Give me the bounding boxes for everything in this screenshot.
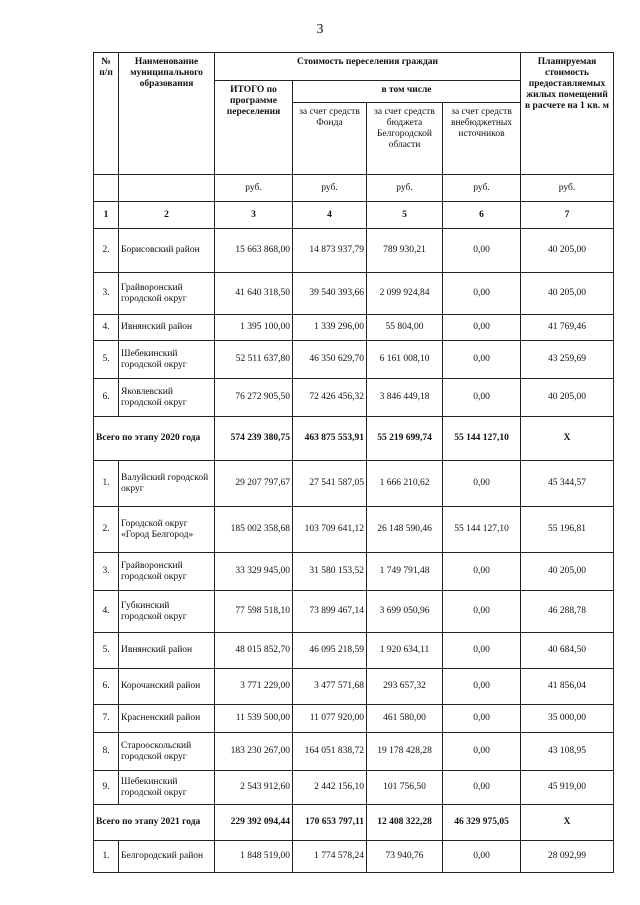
municipality-name: Губкинский городской округ <box>119 591 215 633</box>
planned-cost-per-sqm: 40 205,00 <box>521 229 614 273</box>
total-row <box>94 417 614 461</box>
header-incl: в том числе <box>293 81 521 103</box>
total-cost: 2 543 912,60 <box>215 771 293 805</box>
column-number: 2 <box>119 202 215 229</box>
fund-cost: 39 540 393,66 <box>293 273 367 315</box>
planned-cost-per-sqm: 41 769,46 <box>521 315 614 341</box>
extrabudget-cost: 0,00 <box>443 841 521 873</box>
planned-cost-per-sqm: 40 684,50 <box>521 633 614 669</box>
extrabudget-cost: 0,00 <box>443 771 521 805</box>
fund-cost: 11 077 920,00 <box>293 705 367 733</box>
unit-cell: руб. <box>215 175 293 202</box>
table-row <box>94 669 614 705</box>
planned-cost-per-sqm: X <box>521 417 614 461</box>
row-number: 2. <box>94 507 119 553</box>
extrabudget-cost: 0,00 <box>443 591 521 633</box>
fund-cost: 170 653 797,11 <box>293 805 367 841</box>
total-row-label: Всего по этапу 2021 года <box>94 805 215 841</box>
table-row <box>94 379 614 417</box>
row-number: 5. <box>94 341 119 379</box>
unit-cell: руб. <box>521 175 614 202</box>
municipality-name: Корочанский район <box>119 669 215 705</box>
row-number: 9. <box>94 771 119 805</box>
header-num: № п/п <box>94 53 119 175</box>
planned-cost-per-sqm: 40 205,00 <box>521 379 614 417</box>
row-number: 1. <box>94 841 119 873</box>
planned-cost-per-sqm: 43 108,95 <box>521 733 614 771</box>
unit-cell-empty <box>119 175 215 202</box>
header-fund: за счет средств Фонда <box>293 103 367 175</box>
row-number: 5. <box>94 633 119 669</box>
total-cost: 76 272 905,50 <box>215 379 293 417</box>
budget-cost: 1 749 791,48 <box>367 553 443 591</box>
budget-cost: 101 756,50 <box>367 771 443 805</box>
table-row <box>94 771 614 805</box>
extrabudget-cost: 0,00 <box>443 553 521 591</box>
extrabudget-cost: 0,00 <box>443 341 521 379</box>
budget-cost: 26 148 590,46 <box>367 507 443 553</box>
municipality-name: Валуйский городской округ <box>119 461 215 507</box>
row-number: 2. <box>94 229 119 273</box>
table-row <box>94 507 614 553</box>
budget-cost: 19 178 428,28 <box>367 733 443 771</box>
fund-cost: 31 580 153,52 <box>293 553 367 591</box>
table-row <box>94 733 614 771</box>
total-cost: 185 002 358,68 <box>215 507 293 553</box>
column-number-row <box>94 202 614 229</box>
extrabudget-cost: 0,00 <box>443 669 521 705</box>
fund-cost: 103 709 641,12 <box>293 507 367 553</box>
row-number: 6. <box>94 379 119 417</box>
planned-cost-per-sqm: 43 259,69 <box>521 341 614 379</box>
planned-cost-per-sqm: 40 205,00 <box>521 273 614 315</box>
table-row <box>94 341 614 379</box>
row-number: 8. <box>94 733 119 771</box>
total-cost: 52 511 637,80 <box>215 341 293 379</box>
total-cost: 11 539 500,00 <box>215 705 293 733</box>
fund-cost: 14 873 937,79 <box>293 229 367 273</box>
total-cost: 229 392 094,44 <box>215 805 293 841</box>
municipality-name: Грайворонский городской округ <box>119 553 215 591</box>
column-number: 7 <box>521 202 614 229</box>
fund-cost: 46 350 629,70 <box>293 341 367 379</box>
municipality-name: Грайворонский городской округ <box>119 273 215 315</box>
extrabudget-cost: 0,00 <box>443 461 521 507</box>
column-number: 5 <box>367 202 443 229</box>
municipality-name: Ивнянский район <box>119 315 215 341</box>
planned-cost-per-sqm: 35 000,00 <box>521 705 614 733</box>
row-number: 4. <box>94 315 119 341</box>
budget-cost: 3 846 449,18 <box>367 379 443 417</box>
total-row <box>94 805 614 841</box>
table-row <box>94 633 614 669</box>
table-row <box>94 705 614 733</box>
table-row <box>94 841 614 873</box>
planned-cost-per-sqm: 41 856,04 <box>521 669 614 705</box>
header-plan: Планируемая стоимость предоставляемых жилых помещений в расчете на 1 кв. м <box>521 53 614 175</box>
row-number: 6. <box>94 669 119 705</box>
municipality-name: Шебекинский городской округ <box>119 341 215 379</box>
table-row <box>94 553 614 591</box>
total-cost: 41 640 318,50 <box>215 273 293 315</box>
header-budget: за счет средств бюджета Белгородской области <box>367 103 443 175</box>
municipality-name: Старооскольский городской округ <box>119 733 215 771</box>
header-total: ИТОГО по программе переселения <box>215 81 293 175</box>
unit-cell: руб. <box>443 175 521 202</box>
unit-row <box>94 175 614 202</box>
unit-cell: руб. <box>367 175 443 202</box>
fund-cost: 1 774 578,24 <box>293 841 367 873</box>
table-row <box>94 273 614 315</box>
extrabudget-cost: 0,00 <box>443 705 521 733</box>
row-number: 1. <box>94 461 119 507</box>
planned-cost-per-sqm: 40 205,00 <box>521 553 614 591</box>
budget-cost: 55 804,00 <box>367 315 443 341</box>
fund-cost: 46 095 218,59 <box>293 633 367 669</box>
fund-cost: 164 051 838,72 <box>293 733 367 771</box>
municipality-name: Ивнянский район <box>119 633 215 669</box>
municipality-name: Борисовский район <box>119 229 215 273</box>
row-number: 3. <box>94 553 119 591</box>
fund-cost: 27 541 587,05 <box>293 461 367 507</box>
column-number: 3 <box>215 202 293 229</box>
planned-cost-per-sqm: 28 092,99 <box>521 841 614 873</box>
total-cost: 574 239 380,75 <box>215 417 293 461</box>
budget-cost: 3 699 050,96 <box>367 591 443 633</box>
page-number: 3 <box>316 22 324 37</box>
budget-cost: 6 161 008,10 <box>367 341 443 379</box>
fund-cost: 463 875 553,91 <box>293 417 367 461</box>
total-cost: 15 663 868,00 <box>215 229 293 273</box>
total-cost: 29 207 797,67 <box>215 461 293 507</box>
municipality-name: Яковлевский городской округ <box>119 379 215 417</box>
total-cost: 48 015 852,70 <box>215 633 293 669</box>
total-cost: 1 848 519,00 <box>215 841 293 873</box>
municipality-name: Шебекинский городской округ <box>119 771 215 805</box>
budget-cost: 293 657,32 <box>367 669 443 705</box>
unit-cell-empty <box>94 175 119 202</box>
planned-cost-per-sqm: 46 288,78 <box>521 591 614 633</box>
extrabudget-cost: 46 329 975,05 <box>443 805 521 841</box>
extrabudget-cost: 0,00 <box>443 229 521 273</box>
planned-cost-per-sqm: X <box>521 805 614 841</box>
fund-cost: 3 477 571,68 <box>293 669 367 705</box>
table-row <box>94 229 614 273</box>
column-number: 6 <box>443 202 521 229</box>
municipality-name: Белгородский район <box>119 841 215 873</box>
column-number: 1 <box>94 202 119 229</box>
extrabudget-cost: 0,00 <box>443 379 521 417</box>
budget-cost: 55 219 699,74 <box>367 417 443 461</box>
budget-cost: 12 408 322,28 <box>367 805 443 841</box>
table-row <box>94 461 614 507</box>
extrabudget-cost: 0,00 <box>443 633 521 669</box>
total-cost: 3 771 229,00 <box>215 669 293 705</box>
total-cost: 77 598 518,10 <box>215 591 293 633</box>
row-number: 3. <box>94 273 119 315</box>
resettlement-cost-table <box>93 52 614 873</box>
header-extra: за счет средств внебюджетных источников <box>443 103 521 175</box>
budget-cost: 73 940,76 <box>367 841 443 873</box>
fund-cost: 73 899 467,14 <box>293 591 367 633</box>
planned-cost-per-sqm: 45 919,00 <box>521 771 614 805</box>
extrabudget-cost: 0,00 <box>443 733 521 771</box>
budget-cost: 2 099 924,84 <box>367 273 443 315</box>
unit-cell: руб. <box>293 175 367 202</box>
planned-cost-per-sqm: 55 196,81 <box>521 507 614 553</box>
total-cost: 33 329 945,00 <box>215 553 293 591</box>
table-row <box>94 315 614 341</box>
row-number: 4. <box>94 591 119 633</box>
fund-cost: 1 339 296,00 <box>293 315 367 341</box>
municipality-name: Красненский район <box>119 705 215 733</box>
table-row <box>94 591 614 633</box>
header-cost: Стоимость переселения граждан <box>215 53 521 81</box>
header-name: Наименование муниципального образования <box>119 53 215 175</box>
fund-cost: 72 426 456,32 <box>293 379 367 417</box>
extrabudget-cost: 0,00 <box>443 315 521 341</box>
planned-cost-per-sqm: 45 344,57 <box>521 461 614 507</box>
extrabudget-cost: 55 144 127,10 <box>443 417 521 461</box>
total-cost: 1 395 100,00 <box>215 315 293 341</box>
budget-cost: 461 580,00 <box>367 705 443 733</box>
extrabudget-cost: 55 144 127,10 <box>443 507 521 553</box>
column-number: 4 <box>293 202 367 229</box>
budget-cost: 1 666 210,62 <box>367 461 443 507</box>
total-cost: 183 230 267,00 <box>215 733 293 771</box>
row-number: 7. <box>94 705 119 733</box>
total-row-label: Всего по этапу 2020 года <box>94 417 215 461</box>
fund-cost: 2 442 156,10 <box>293 771 367 805</box>
extrabudget-cost: 0,00 <box>443 273 521 315</box>
budget-cost: 1 920 634,11 <box>367 633 443 669</box>
municipality-name: Городской округ «Город Белгород» <box>119 507 215 553</box>
budget-cost: 789 930,21 <box>367 229 443 273</box>
